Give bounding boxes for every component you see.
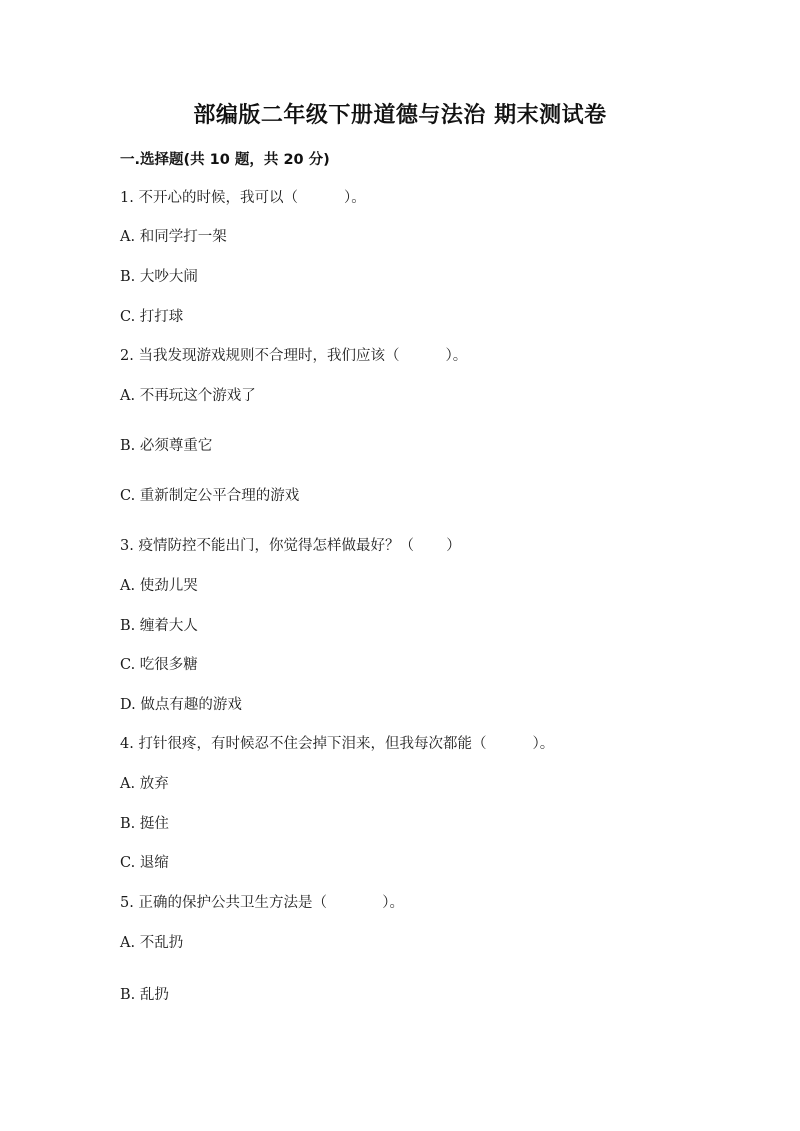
question-2-option-c: C. 重新制定公平合理的游戏 <box>120 488 300 504</box>
question-2-option-b: B. 必须尊重它 <box>120 438 213 454</box>
question-1-option-a: A. 和同学打一架 <box>120 229 227 245</box>
question-4-stem: 4. 打针很疼，有时候忍不住会掉下泪来，但我每次都能（ ）。 <box>120 736 555 752</box>
question-5-option-a: A. 不乱扔 <box>120 935 184 951</box>
question-1-option-c: C. 打打球 <box>120 309 184 325</box>
question-2-stem: 2. 当我发现游戏规则不合理时，我们应该（ ）。 <box>120 348 468 364</box>
page-title: 部编版二年级下册道德与法治 期末测试卷 <box>193 103 607 128</box>
question-3-option-d: D. 做点有趣的游戏 <box>120 697 242 713</box>
question-3-option-a: A. 使劲儿哭 <box>120 578 198 594</box>
question-5-option-b: B. 乱扔 <box>120 987 169 1003</box>
question-1-stem: 1. 不开心的时候，我可以（ ）。 <box>120 190 366 206</box>
question-5-stem: 5. 正确的保护公共卫生方法是（ ）。 <box>120 895 405 911</box>
question-1-option-b: B. 大吵大闹 <box>120 269 198 285</box>
question-3-option-c: C. 吃很多糖 <box>120 657 198 673</box>
question-3-stem: 3. 疫情防控不能出门，你觉得怎样做最好？（ ） <box>120 538 461 554</box>
question-4-option-c: C. 退缩 <box>120 855 169 871</box>
question-4-option-a: A. 放弃 <box>120 776 169 792</box>
question-3-option-b: B. 缠着大人 <box>120 618 198 634</box>
question-4-option-b: B. 挺住 <box>120 816 169 832</box>
section-heading: 一.选择题(共 10 题，共 20 分) <box>120 152 330 168</box>
question-2-option-a: A. 不再玩这个游戏了 <box>120 388 256 404</box>
